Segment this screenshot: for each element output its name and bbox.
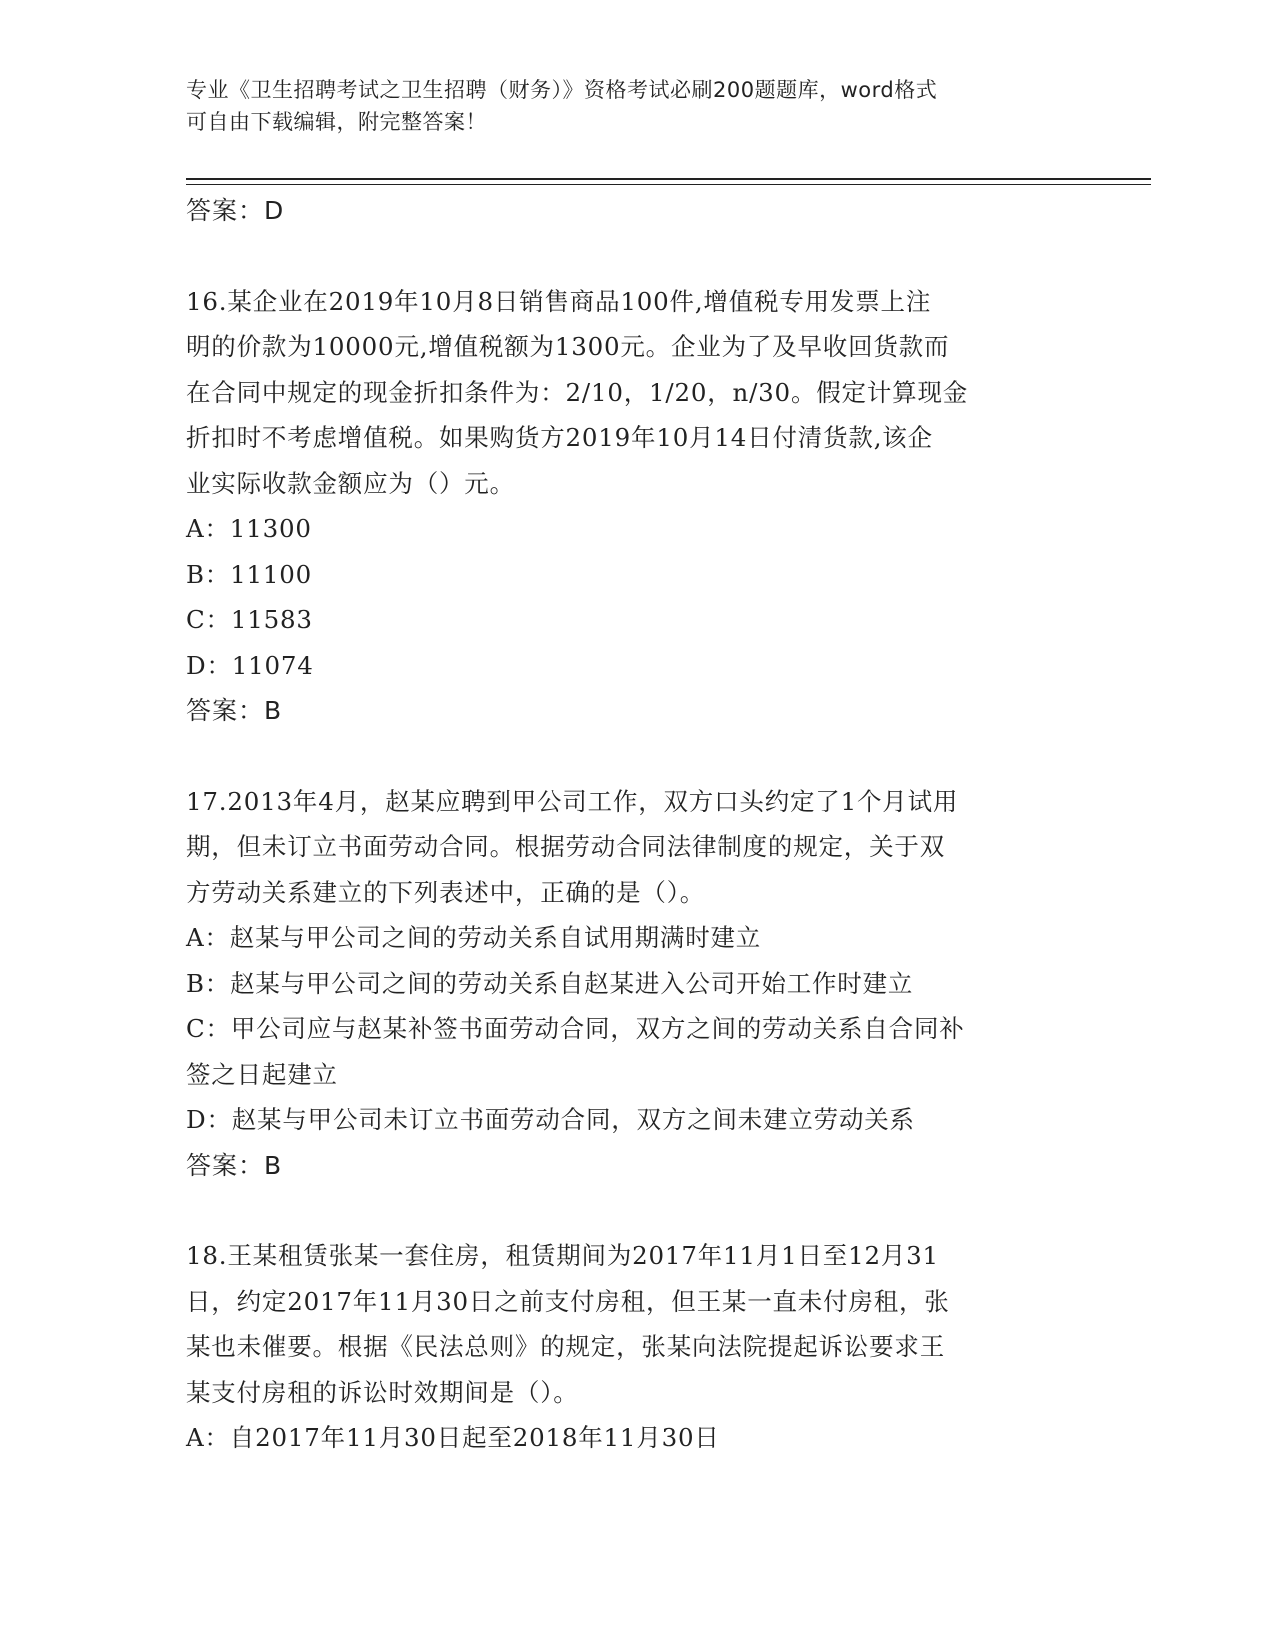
option-b: B：11100 [186,559,313,589]
option-c: C：甲公司应与赵某补签书面劳动合同，双方之间的劳动关系自合同补 [186,1014,965,1043]
option-c: C：11583 [186,605,313,634]
spacer [186,1188,1086,1233]
question-text-line: 16.某企业在2019年10月8日销售商品100件,增值税专用发票上注 [186,286,932,316]
question-text-line: 18.王某租赁张某一套住房，租赁期间为2017年11月1日至12月31 [186,1241,939,1270]
option-d: D：赵某与甲公司未订立书面劳动合同，双方之间未建立劳动关系 [186,1105,915,1134]
question-text-line: 折扣时不考虑增值税。如果购货方2019年10月14日付清货款,该企 [186,423,933,452]
document-header [186,74,1086,138]
option-d: D：11074 [186,650,314,680]
option-b: B：赵某与甲公司之间的劳动关系自赵某进入公司开始工作时建立 [186,968,914,998]
question-text-line: 某支付房租的诉讼时效期间是（）。 [186,1377,579,1407]
answer-16: 答案：B [186,696,283,725]
question-text-line: 某也未催要。根据《民法总则》的规定，张某向法院提起诉讼要求王 [186,1332,945,1361]
question-text-line: 业实际收款金额应为（）元。 [186,468,515,498]
question-text-line: 期，但未订立书面劳动合同。根据劳动合同法律制度的规定，关于双 [186,832,945,861]
question-text-line: 日，约定2017年11月30日之前支付房租，但王某一直未付房租，张 [186,1286,950,1316]
question-text-line: 17.2013年4月，赵某应聘到甲公司工作，双方口头约定了1个月试用 [186,786,959,816]
header-line-1: 专业《卫生招聘考试之卫生招聘（财务）》资格考试必刷200题题库，word格式 [186,78,938,102]
question-18 [186,1233,1086,1461]
spacer [186,734,1086,779]
header-rule-thin [186,184,1151,185]
question-text-line: 明的价款为10000元,增值税额为1300元。企业为了及早收回货款而 [186,332,950,361]
document-body [186,188,1086,1461]
option-a: A：赵某与甲公司之间的劳动关系自试用期满时建立 [186,923,762,952]
header-line-2: 可自由下载编辑，附完整答案！ [186,110,487,134]
answer-previous: 答案：D [186,196,285,225]
question-text-line: 方劳动关系建立的下列表述中，正确的是（）。 [186,877,706,907]
question-17 [186,779,1086,1189]
option-c-continued: 签之日起建立 [186,1059,338,1089]
header-rule-thick [186,178,1151,180]
question-text-line: 在合同中规定的现金折扣条件为：2/10，1/20，n/30。假定计算现金 [186,377,969,407]
spacer [186,234,1086,279]
question-16 [186,279,1086,734]
answer-17: 答案：B [186,1150,283,1180]
option-a: A：11300 [186,514,312,543]
option-a: A：自2017年11月30日起至2018年11月30日 [186,1423,720,1452]
